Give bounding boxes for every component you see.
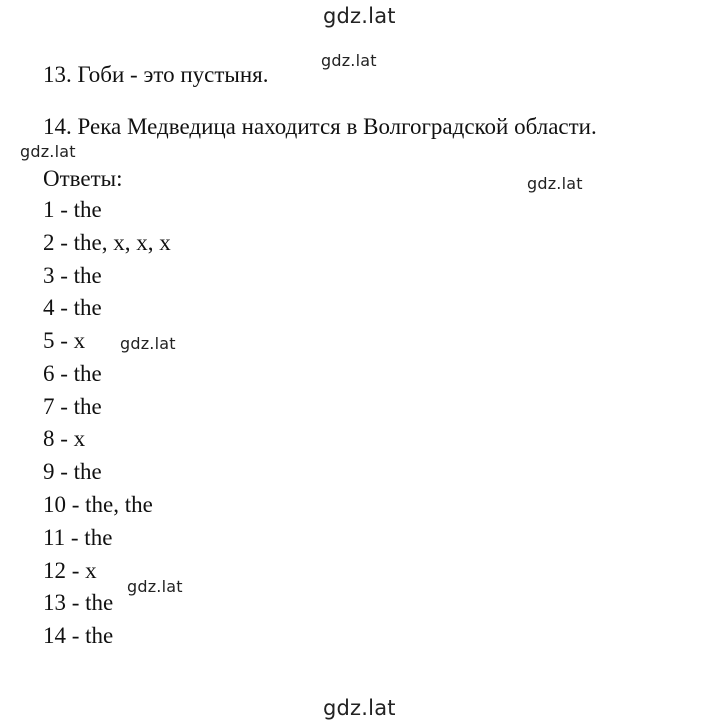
watermark: gdz.lat bbox=[321, 51, 377, 70]
watermark: gdz.lat bbox=[323, 4, 396, 28]
answer-item: 1 - the bbox=[43, 197, 102, 222]
answer-item: 9 - the bbox=[43, 459, 102, 484]
answer-item: 6 - the bbox=[43, 361, 102, 386]
answer-item: 3 - the bbox=[43, 263, 102, 288]
answer-item: 7 - the bbox=[43, 394, 102, 419]
watermark: gdz.lat bbox=[120, 334, 176, 353]
answer-item: 14 - the bbox=[43, 623, 114, 648]
answer-item: 12 - x bbox=[43, 558, 97, 583]
sentence-13: 13. Гоби - это пустыня. bbox=[43, 62, 269, 87]
sentence-14: 14. Река Медведица находится в Волгоградской области. bbox=[43, 114, 597, 139]
answer-item: 11 - the bbox=[43, 525, 113, 550]
answer-item: 8 - x bbox=[43, 426, 86, 451]
watermark: gdz.lat bbox=[323, 696, 396, 720]
answers-heading: Ответы: bbox=[43, 166, 123, 191]
answer-item: 4 - the bbox=[43, 295, 102, 320]
answer-item: 13 - the bbox=[43, 590, 114, 615]
answer-item: 2 - the, x, x, x bbox=[43, 230, 171, 255]
watermark: gdz.lat bbox=[20, 142, 76, 161]
watermark: gdz.lat bbox=[527, 174, 583, 193]
watermark: gdz.lat bbox=[127, 577, 183, 596]
answer-item: 5 - x bbox=[43, 328, 86, 353]
answer-item: 10 - the, the bbox=[43, 492, 153, 517]
